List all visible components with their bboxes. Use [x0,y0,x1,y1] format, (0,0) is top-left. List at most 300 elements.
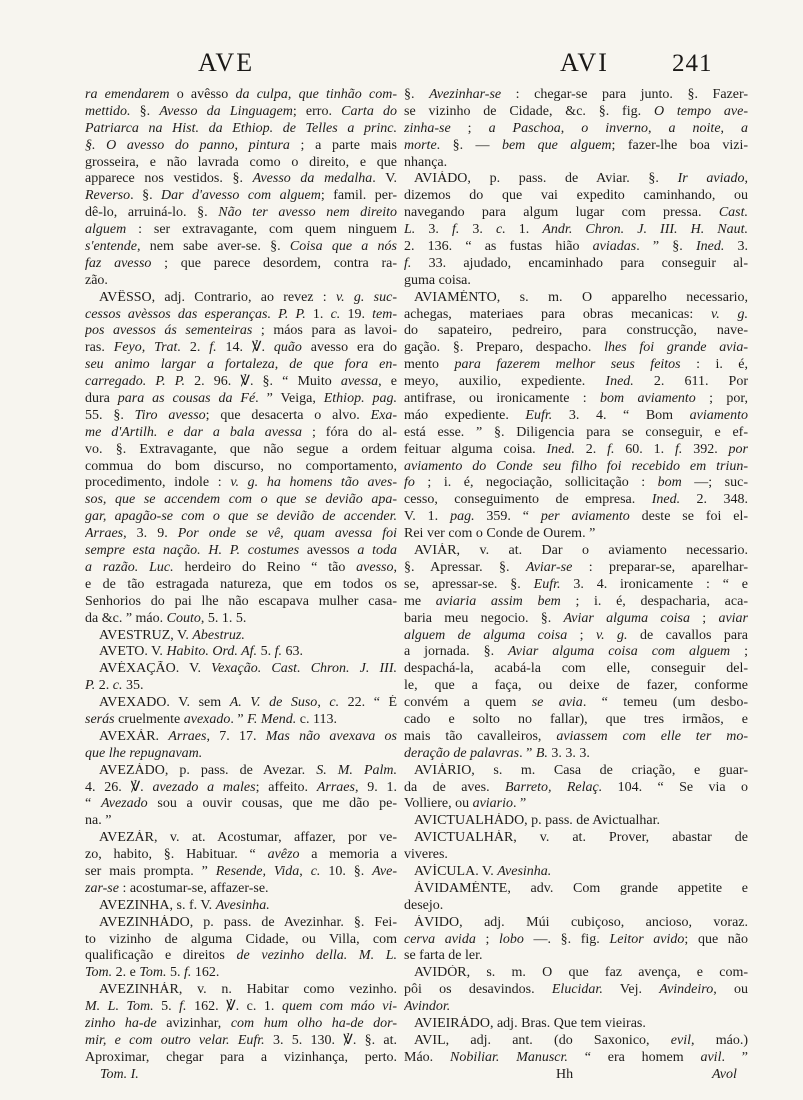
roman-text: se farta de ler. [404,948,483,964]
italic-text: Cast. [718,205,748,221]
roman-text: AVEZÁDO, p. pass. de Avezar. [99,762,317,778]
dictionary-line [404,307,748,324]
italic-text: bem que alguem [501,137,612,153]
dictionary-line [85,898,397,915]
roman-text: dizemos do que vai expedito caminhando, ou [404,188,748,204]
dictionary-line [85,661,397,678]
dictionary-line [404,661,748,678]
signature-mark: Hh [556,1067,574,1082]
italic-text: zinho ha-de [85,1015,157,1031]
dictionary-line [404,290,748,307]
italic-text: F. Mend. [247,711,297,727]
roman-text: . ” [519,745,536,761]
dictionary-line [404,644,748,661]
italic-text: Andr. Chron. J. III. H. Naut. [542,222,748,238]
running-head-left: AVE [198,48,255,77]
roman-text: zo, habito, §. Habituar. “ [85,847,268,863]
dictionary-line [85,543,397,560]
dictionary-line [404,915,748,932]
dictionary-line [404,543,748,560]
italic-text: Ir aviado [677,171,745,187]
dictionary-line [85,459,397,476]
dictionary-line [404,932,748,949]
roman-text: máo expediente. [404,407,526,423]
dictionary-line [85,188,397,205]
roman-text: a memoria a [299,847,397,863]
roman-text: 10. §. [320,863,373,879]
dictionary-line [85,171,397,188]
italic-text: avezado a males [152,779,256,795]
dictionary-line [85,746,397,763]
roman-text: avessos [299,543,358,559]
roman-text: : acostumar-se, affazer-se. [118,880,269,896]
italic-text: da culpa [235,87,288,102]
dictionary-line [404,87,748,104]
roman-text: do sapateiro, pedreiro, para construcção, nave- [404,323,748,339]
italic-text: Ined. [651,492,681,508]
italic-text: Leitor avido [609,931,685,947]
italic-text: Tom. [85,965,113,981]
roman-text: ras. [85,340,114,356]
dictionary-line [404,526,748,543]
roman-text: —; suc- [681,475,748,491]
roman-text: da &c. ” máo. [85,610,167,626]
italic-text: avil [700,1049,722,1065]
italic-text: para as cousas da Fé [117,391,256,407]
roman-text: me [404,593,436,609]
dictionary-line [85,323,397,340]
dictionary-line [85,678,397,695]
roman-text: 5. [257,644,275,660]
dictionary-line [404,256,748,273]
italic-text: a noite [668,120,721,136]
dictionary-line [404,813,748,830]
italic-text: aviamento [689,407,748,423]
italic-text: Avezinhar-se [429,87,502,102]
italic-text: carregado. P. P. [85,374,186,390]
dictionary-line [404,188,748,205]
roman-text: desejo. [404,897,444,913]
dictionary-line [85,932,397,949]
italic-text: §. O avesso do panno [85,137,235,153]
dictionary-line [404,155,748,172]
dictionary-line [85,1016,397,1033]
dictionary-line [404,222,748,239]
roman-text: , nem sabe aver-se. §. [136,239,290,255]
roman-text: ; que desacerta o alvo. [205,407,371,423]
dictionary-line [404,780,748,797]
roman-text: V. 1. [404,509,451,525]
roman-text: ; [450,120,489,136]
dictionary-line [404,425,748,442]
roman-text: 2. [180,340,210,356]
roman-text: AVÍCULA. V. [414,863,498,879]
dictionary-line [404,678,748,695]
dictionary-line [404,611,748,628]
roman-text: ; i. é, despacharia, aca- [560,593,748,609]
italic-text: bom aviamento [600,391,696,407]
dictionary-line [404,121,748,138]
roman-text: Rei ver com o Conde de Ourem. ” [404,526,596,542]
roman-text: qualificação e direitos [85,948,237,964]
dictionary-line [85,1050,397,1067]
roman-text: c. 113. [296,711,337,727]
italic-text: lhes foi grande avia- [604,340,748,356]
roman-text: 162. ℣. c. 1. [186,999,282,1015]
roman-text: Vej. [602,982,660,998]
roman-text: AVEXADO. V. sem [99,695,230,711]
italic-text: Avesinha. [497,863,552,879]
roman-text: , [648,120,669,136]
italic-text: s'entende [85,239,137,255]
italic-text: de que fora en- [289,357,397,373]
italic-text: Carta do [341,103,397,119]
roman-text: 359. “ [474,509,541,525]
roman-text: , [317,695,330,711]
roman-text: avizinhar, [156,1015,231,1031]
roman-text: . ” Veiga, [255,391,324,407]
italic-text: alguem de alguma coisa [404,627,568,643]
dictionary-line [404,391,748,408]
italic-text: por [728,441,748,457]
italic-text: a [741,120,748,136]
roman-text: Senhorios do pai lhe não escapava mulher casa- [85,593,397,609]
roman-text: . V. [372,171,397,187]
dictionary-line [404,628,748,645]
roman-text: AVESTRUZ, V. [99,627,193,643]
roman-text: Volliere, ou [404,796,473,812]
dictionary-line [404,340,748,357]
dictionary-line [404,594,748,611]
roman-text: ; [567,627,596,643]
roman-text: 35. [122,678,144,694]
roman-text: o avêsso [169,87,236,102]
italic-text: f. [183,965,192,981]
roman-text: Máo. [404,1049,450,1065]
roman-text: AVÉXAÇÃO. V. [99,661,212,677]
roman-text: : preparar-se, aparelhar- [572,559,748,575]
italic-text: zar-se [85,880,119,896]
roman-text: ; máos para as lavoi- [252,323,397,339]
dictionary-line [404,830,748,847]
italic-text: Habito. Ord. Af. [166,644,258,660]
italic-text: mettido. [85,103,131,119]
dictionary-line [404,239,748,256]
dictionary-line [404,577,748,594]
italic-text: a toda [357,543,397,559]
roman-text: ; fóra do al- [302,424,397,440]
dictionary-line [85,357,397,374]
dictionary-line [404,442,748,459]
dictionary-line [404,729,748,746]
dictionary-line [404,492,748,509]
dictionary-line [404,763,748,780]
italic-text: Avesso da medalha [252,171,373,187]
roman-text: ; que parece desordem, contra ra- [151,255,397,271]
roman-text: §. Apressar. §. [404,559,526,575]
roman-text: 3. 4. ironicamente : “ e [560,576,748,592]
dictionary-line [85,526,397,543]
roman-text: ; [689,610,719,626]
roman-text: . ” [721,1049,748,1065]
dictionary-line [85,425,397,442]
italic-text: fo [404,475,415,491]
roman-text: gação. §. Preparo, despacho. [404,340,605,356]
roman-text: cesso, conseguimento de empresa. [404,492,652,508]
italic-text: c. [112,678,123,694]
roman-text: está esse. ” §. Diligencia para se conseguir, e ef- [404,424,748,440]
roman-text: commua do bom discurso, no comportamento, [85,458,397,474]
italic-text: f. [274,644,282,660]
dictionary-line [85,577,397,594]
roman-text: ; [730,644,748,660]
italic-text: Arraes [316,779,355,795]
dictionary-line [85,915,397,932]
roman-text: dê-lo, arruiná-lo. §. [85,205,219,221]
dictionary-line [404,323,748,340]
dictionary-line [404,1016,748,1033]
roman-text: AVIDÒR, s. m. O que faz avença, e com- [414,965,748,981]
roman-text: baria meu negocio. §. [404,610,564,626]
italic-text: pag. [450,509,475,525]
italic-text: O tempo ave- [653,103,748,119]
roman-text: 3. 3. 3. [547,745,590,761]
italic-text: A. V. de Suso [229,695,318,711]
roman-text: se, apressar-se. §. [404,576,534,592]
italic-text: zinha-se [404,120,451,136]
dictionary-line [85,205,397,222]
roman-text: 2. e [112,965,140,981]
roman-text: 33. ajudado, encaminhado para conseguir al- [411,255,748,271]
roman-text: cruelmente [114,711,184,727]
dictionary-line [404,475,748,492]
dictionary-line [85,256,397,273]
roman-text: se vizinho de Cidade, &c. §. fig. [404,103,654,119]
roman-text: , ou [713,982,748,998]
roman-text: —. §. fig. [523,931,610,947]
dictionary-line [85,340,397,357]
roman-text: 3. [724,239,748,255]
italic-text: Eufr. [533,576,561,592]
roman-text: procedimento, indole : [85,475,231,491]
roman-text: zão. [85,272,108,288]
roman-text: 2. 611. Por [633,374,748,390]
italic-text: Ined. [605,374,634,390]
roman-text: Aproximar, chegar para a vizinhança, perto. [85,1049,397,1065]
italic-text: M. L. Tom. [85,999,154,1015]
roman-text: ; fazer-lhe boa vizi- [611,137,748,153]
roman-text: ; que não [684,931,748,947]
dictionary-line [85,1033,397,1050]
italic-text: me d'Artilh. e dar a bala avessa [85,424,303,440]
italic-text: v. g. [595,627,628,643]
roman-text: ; i. é, negociação, sollicitação : [414,475,658,491]
dictionary-line [85,948,397,965]
roman-text: ; [475,931,499,947]
italic-text: a razão. Luc. [85,559,174,575]
dictionary-line [85,695,397,712]
dictionary-line [85,594,397,611]
roman-text: 162. [191,965,220,981]
italic-text: B. [535,745,548,761]
roman-text: . §. — [436,137,502,153]
dictionary-line [85,780,397,797]
italic-text: avêzo [267,847,300,863]
roman-text: . ” [230,711,248,727]
roman-text: , [393,559,397,575]
roman-text: AVETO. V. [99,644,167,660]
roman-text: §. [130,103,160,119]
dictionary-line [85,847,397,864]
roman-text: ÁVIDO, adj. Múi cubiçoso, ancioso, voraz. [414,914,748,930]
italic-text: Resende, Vida [215,863,300,879]
roman-text: AVEZINHA, s. f. V. [99,897,216,913]
roman-text: ; famil. per- [320,188,397,204]
italic-text: Couto [166,610,201,626]
roman-text: avesso era do [301,340,397,356]
dictionary-line [85,560,397,577]
roman-text: ; erro. [292,103,342,119]
dictionary-line [85,628,397,645]
dictionary-line [85,492,397,509]
roman-text: 1. [305,306,331,322]
roman-text: dura [85,391,118,407]
roman-text: 3. [415,222,452,238]
italic-text: L. [404,222,416,238]
italic-text: Avesinha. [215,897,270,913]
dictionary-line [404,999,748,1016]
italic-text: Ave- [372,863,397,879]
roman-text: nhança. [404,154,448,170]
italic-text: Patriarca na Hist. da Ethiop. de Telles a princ. [85,120,397,136]
roman-text: AVIEIRÁDO, adj. Bras. Que tem vieiras. [414,1015,646,1031]
page-number: 241 [672,50,713,77]
dictionary-line [404,1033,748,1050]
roman-text: , [560,120,582,136]
roman-text: 2. 348. [680,492,748,508]
roman-text: 1. [505,222,543,238]
roman-text: 63. [281,644,303,660]
roman-text: 14. ℣. [216,340,274,356]
italic-text: f. [209,340,217,356]
roman-text: 2. 96. ℣. §. “ Muito [185,374,341,390]
italic-text: Eufr. [525,407,553,423]
italic-text: Avesso da Linguagem [159,103,293,119]
roman-text: ; por, [695,391,748,407]
roman-text: , 7. 17. [206,728,266,744]
dictionary-line [85,239,397,256]
roman-text: : i. é, [680,357,748,373]
roman-text: 104. “ Se via o [602,779,748,795]
roman-text: , 5. 1. 5. [200,610,247,626]
roman-text: 392. [682,441,729,457]
italic-text: para fazerem melhor seus feitos [454,357,681,373]
roman-text: ; a parte mais [289,137,397,153]
roman-text: mais tão cavalleiros, [404,728,557,744]
italic-text: a Paschoa [488,120,561,136]
roman-text: AVIÁR, v. at. Dar o aviamento necessario. [414,543,748,559]
italic-text: Tiro avesso [134,407,206,423]
italic-text: quão [273,340,302,356]
italic-text: c. [496,222,506,238]
italic-text: aviassem com elle ter mo- [556,728,748,744]
italic-text: com hum olho ha-de dor- [230,1015,397,1031]
dictionary-line [404,374,748,391]
roman-text: feituar alguma coisa. [404,441,547,457]
roman-text: cado e solto no fallar), que tres irmãos, e [404,711,748,727]
italic-text: Reverso [85,188,131,204]
dictionary-line [404,965,748,982]
dictionary-line [85,763,397,780]
right-column [404,87,748,1067]
dictionary-line [85,864,397,881]
italic-text: que tinhão com- [298,87,397,102]
dictionary-line [85,155,397,172]
italic-text: deração de palavras [404,745,520,761]
italic-text: de vezinho della. M. L. [236,948,397,964]
roman-text: 2. [574,441,608,457]
left-column [85,87,397,1067]
running-head-right: AVI [560,48,609,77]
italic-text: aviar [718,610,748,626]
roman-text: 5. [166,965,184,981]
catchword: Avol [712,1067,737,1082]
italic-text: aviamento do Conde seu filho foi recebido em triun- [404,458,748,474]
roman-text: da de aves. [404,779,505,795]
roman-text: 2. 136. “ as fustas hião [404,239,593,255]
dictionary-line [404,357,748,374]
dictionary-line [85,442,397,459]
dictionary-line [404,560,748,577]
roman-text: “ era homem [567,1049,701,1065]
dictionary-line [404,459,748,476]
italic-text: cessos avèssos das esperanças. P. P. [85,306,306,322]
dictionary-line [85,273,397,290]
roman-text: AVIÁDO, p. pass. de Aviar. §. [414,171,678,187]
dictionary-line [404,746,748,763]
dictionary-line [85,611,397,628]
roman-text: , [744,171,748,187]
dictionary-line [404,273,748,290]
dictionary-line [404,408,748,425]
roman-text: AVICTUALHÁR, v. at. Prover, abastar de [414,830,748,846]
italic-text: Avezado [100,796,148,812]
roman-text: deste se foi el- [629,509,748,525]
roman-text: AVICTUALHÁDO, p. pass. de Avictualhar. [414,813,661,829]
dictionary-line [85,374,397,391]
italic-text: Nobiliar. Manuscr. [449,1049,568,1065]
italic-text: sempre esta nação. H. P. costumes [85,543,300,559]
italic-text: pos avessos ás sementeiras [85,323,253,339]
roman-text: pôi os desavindos. [404,982,552,998]
dictionary-line [404,1050,748,1067]
roman-text: , 3. 9. [123,526,178,542]
roman-text: , [287,87,299,102]
italic-text: cerva avida [404,931,476,947]
italic-text: Exa- [370,407,397,423]
roman-text: convém a quem [404,695,532,711]
roman-text: guma coisa. [404,272,471,288]
italic-text: alguem [85,222,127,238]
roman-text: AVIÁRIO, s. m. Casa de criação, e guar- [414,762,748,778]
dictionary-line [85,965,397,982]
italic-text: Ined. [546,441,575,457]
roman-text: . ” [513,796,527,812]
italic-text: pintura [248,137,290,153]
italic-text: evil [670,1032,691,1048]
italic-text: faz avesso [85,255,152,271]
dictionary-line [85,813,397,830]
